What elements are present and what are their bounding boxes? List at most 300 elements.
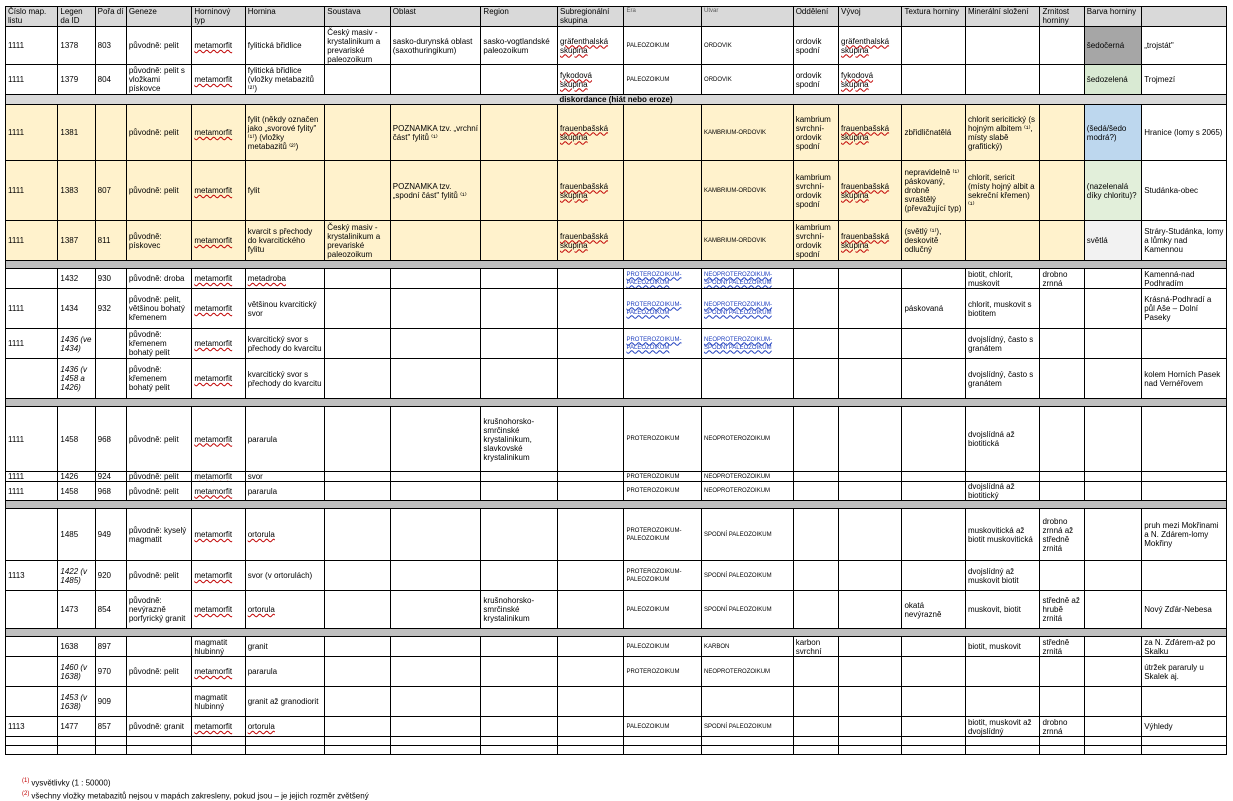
table-cell: 930 bbox=[95, 269, 126, 289]
table-cell bbox=[6, 687, 58, 717]
table-cell bbox=[557, 472, 623, 482]
table-cell bbox=[481, 105, 558, 161]
column-header: Subregionální skupina bbox=[557, 7, 623, 27]
table-cell bbox=[839, 472, 902, 482]
table-cell bbox=[325, 472, 390, 482]
column-header: Oblast bbox=[390, 7, 481, 27]
table-cell: nepravidelně ⁽¹⁾ páskovaný, drobně svraštělý (převažující typ) bbox=[902, 161, 965, 221]
column-header: Éra bbox=[624, 7, 702, 27]
table-cell bbox=[390, 329, 481, 359]
table-cell bbox=[1084, 687, 1141, 717]
table-cell: NEOPROTEROZOIKUM-SPODNÍ PALEOZOIKUM bbox=[702, 289, 794, 329]
table-cell bbox=[390, 561, 481, 591]
table-cell: původně: pelit bbox=[126, 407, 191, 472]
separator-row bbox=[6, 501, 1227, 509]
table-cell: POZNAMKA tzv. „spodní část" fylitů ⁽¹⁾ bbox=[390, 161, 481, 221]
table-cell: Hranice (lomy s 2065) bbox=[1142, 105, 1227, 161]
table-row bbox=[6, 509, 1227, 561]
table-cell bbox=[902, 657, 965, 687]
table-cell bbox=[325, 289, 390, 329]
table-cell: magmatit hlubinný bbox=[192, 687, 245, 717]
separator-row bbox=[6, 629, 1227, 637]
table-cell bbox=[325, 637, 390, 657]
column-header: Minerální složení bbox=[965, 7, 1040, 27]
table-row bbox=[6, 407, 1227, 472]
column-header: Vývoj bbox=[839, 7, 902, 27]
table-cell: původně: nevýrazně porfyrický granit bbox=[126, 591, 191, 629]
table-cell: karbon svrchní bbox=[793, 637, 838, 657]
empty-cell bbox=[126, 737, 191, 746]
table-cell bbox=[793, 359, 838, 399]
table-cell bbox=[902, 637, 965, 657]
empty-cell bbox=[965, 746, 1040, 755]
table-cell: (světlý ⁽¹⁾), deskovitě odlučný bbox=[902, 221, 965, 261]
table-row bbox=[6, 65, 1227, 95]
table-cell bbox=[902, 359, 965, 399]
empty-cell bbox=[390, 746, 481, 755]
table-cell: 1111 bbox=[6, 482, 58, 501]
table-cell bbox=[557, 329, 623, 359]
separator-cell bbox=[6, 261, 1227, 269]
table-cell: metamorfit bbox=[192, 407, 245, 472]
table-cell bbox=[624, 105, 702, 161]
table-cell bbox=[325, 65, 390, 95]
table-cell: 804 bbox=[95, 65, 126, 95]
table-cell: PALEOZOIKUM bbox=[624, 717, 702, 737]
table-cell: PALEOZOIKUM bbox=[624, 27, 702, 65]
table-cell: za N. Zďárem-až po Skalku bbox=[1142, 637, 1227, 657]
table-cell: 1432 bbox=[58, 269, 95, 289]
table-cell: 970 bbox=[95, 657, 126, 687]
table-cell: 1422 (v 1485) bbox=[58, 561, 95, 591]
table-cell bbox=[1040, 482, 1084, 501]
table-cell: dvojslídný, často s granátem bbox=[965, 329, 1040, 359]
empty-cell bbox=[702, 737, 794, 746]
table-cell: fylitická břidlice bbox=[245, 27, 325, 65]
table-cell bbox=[839, 657, 902, 687]
table-cell bbox=[902, 561, 965, 591]
table-row bbox=[6, 105, 1227, 161]
empty-cell bbox=[1084, 737, 1141, 746]
table-cell: pararula bbox=[245, 482, 325, 501]
table-cell: kolem Horních Pasek nad Vernéřovem bbox=[1142, 359, 1227, 399]
table-cell bbox=[1040, 561, 1084, 591]
table-row bbox=[6, 221, 1227, 261]
table-cell bbox=[481, 482, 558, 501]
table-cell bbox=[1040, 407, 1084, 472]
table-cell: 1638 bbox=[58, 637, 95, 657]
table-cell bbox=[557, 561, 623, 591]
table-cell bbox=[557, 717, 623, 737]
table-cell: původně: pelit bbox=[126, 105, 191, 161]
empty-row bbox=[6, 737, 1227, 746]
table-cell: 897 bbox=[95, 637, 126, 657]
table-cell bbox=[390, 591, 481, 629]
table-cell bbox=[902, 329, 965, 359]
table-cell bbox=[839, 482, 902, 501]
empty-row bbox=[6, 746, 1227, 755]
table-cell bbox=[1142, 561, 1227, 591]
table-row bbox=[6, 482, 1227, 501]
table-cell bbox=[839, 561, 902, 591]
table-cell: biotit, muskovit až dvojslídný bbox=[965, 717, 1040, 737]
table-cell: 1383 bbox=[58, 161, 95, 221]
table-cell bbox=[793, 269, 838, 289]
table-cell: 1111 bbox=[6, 221, 58, 261]
table-cell bbox=[1084, 509, 1141, 561]
table-cell bbox=[325, 482, 390, 501]
table-cell: kambrium svrchní-ordovik spodní bbox=[793, 161, 838, 221]
table-cell bbox=[557, 359, 623, 399]
table-cell bbox=[6, 657, 58, 687]
table-row bbox=[6, 591, 1227, 629]
table-cell: metamorfit bbox=[192, 105, 245, 161]
empty-cell bbox=[58, 737, 95, 746]
table-cell bbox=[95, 359, 126, 399]
footnote bbox=[22, 776, 369, 789]
table-cell: Český masiv - krystalinikum a prevariské paleozoikum bbox=[325, 221, 390, 261]
empty-cell bbox=[126, 746, 191, 755]
empty-cell bbox=[624, 746, 702, 755]
table-cell bbox=[965, 657, 1040, 687]
empty-cell bbox=[965, 737, 1040, 746]
table-cell bbox=[1040, 472, 1084, 482]
table-cell bbox=[839, 637, 902, 657]
table-row bbox=[6, 289, 1227, 329]
table-cell bbox=[793, 329, 838, 359]
footnote-text: všechny vložky metabazitů nejsou v mapách zakresleny, pokud jsou – je jejich rozměr zvětšený bbox=[31, 791, 369, 801]
table-cell bbox=[965, 27, 1040, 65]
table-cell bbox=[6, 637, 58, 657]
table-cell: POZNAMKA tzv. „vrchní část" fylitů ⁽¹⁾ bbox=[390, 105, 481, 161]
table-cell: 1111 bbox=[6, 472, 58, 482]
table-cell bbox=[557, 269, 623, 289]
table-cell: NEOPROTEROZOIKUM bbox=[702, 472, 794, 482]
table-cell: metamorfit bbox=[192, 269, 245, 289]
empty-cell bbox=[1142, 746, 1227, 755]
table-cell: PROTEROZOIKUM bbox=[624, 482, 702, 501]
table-cell bbox=[325, 407, 390, 472]
table-cell: zbřidličnatělá bbox=[902, 105, 965, 161]
table-cell: SPODNÍ PALEOZOIKUM bbox=[702, 561, 794, 591]
table-cell: granit až granodiorit bbox=[245, 687, 325, 717]
table-cell: Český masiv - krystalinikum a prevariské paleozoikum bbox=[325, 27, 390, 65]
table-cell: muskovitická až biotit muskovitická bbox=[965, 509, 1040, 561]
table-cell bbox=[390, 717, 481, 737]
table-cell: kambrium svrchní-ordovik spodní bbox=[793, 105, 838, 161]
table-cell: metamorfit bbox=[192, 27, 245, 65]
table-cell bbox=[793, 657, 838, 687]
table-cell: NEOPROTEROZOIKUM-SPODNÍ PALEOZOIKUM bbox=[702, 269, 794, 289]
table-cell bbox=[1040, 359, 1084, 399]
table-cell: 854 bbox=[95, 591, 126, 629]
table-cell: 1111 bbox=[6, 329, 58, 359]
table-cell bbox=[839, 407, 902, 472]
table-cell bbox=[965, 65, 1040, 95]
column-header: Geneze bbox=[126, 7, 191, 27]
empty-cell bbox=[58, 746, 95, 755]
table-cell: 1111 bbox=[6, 65, 58, 95]
table-cell: ortorula bbox=[245, 591, 325, 629]
table-cell bbox=[6, 359, 58, 399]
table-cell bbox=[839, 509, 902, 561]
table-cell bbox=[481, 637, 558, 657]
table-cell bbox=[965, 221, 1040, 261]
table-cell: páskovaná bbox=[902, 289, 965, 329]
table-cell bbox=[325, 561, 390, 591]
table-cell bbox=[6, 269, 58, 289]
table-cell bbox=[902, 717, 965, 737]
table-cell: 1113 bbox=[6, 717, 58, 737]
table-row bbox=[6, 637, 1227, 657]
column-header: Soustava bbox=[325, 7, 390, 27]
table-cell bbox=[1084, 289, 1141, 329]
table-cell: 1381 bbox=[58, 105, 95, 161]
table-cell bbox=[481, 687, 558, 717]
table-cell: metadroba bbox=[245, 269, 325, 289]
column-header: Horninový typ bbox=[192, 7, 245, 27]
table-cell: PALEOZOIKUM bbox=[624, 65, 702, 95]
table-cell bbox=[1142, 482, 1227, 501]
rock-table bbox=[5, 6, 1227, 755]
table-cell: chlorit, sericit (místy hojný albit a sekreční křemen) ⁽¹⁾ bbox=[965, 161, 1040, 221]
table-cell: metamorfit bbox=[192, 509, 245, 561]
table-cell: původně: pelit bbox=[126, 561, 191, 591]
table-cell bbox=[624, 687, 702, 717]
separator-row bbox=[6, 399, 1227, 407]
table-cell bbox=[793, 717, 838, 737]
table-cell: KAMBRIUM-ORDOVIK bbox=[702, 105, 794, 161]
table-cell: PROTEROZOIKUM bbox=[624, 407, 702, 472]
table-cell bbox=[557, 289, 623, 329]
table-cell: KARBON bbox=[702, 637, 794, 657]
table-cell: NEOPROTEROZOIKUM bbox=[702, 407, 794, 472]
table-cell bbox=[624, 359, 702, 399]
table-cell: metamorfit bbox=[192, 329, 245, 359]
table-cell: 1111 bbox=[6, 105, 58, 161]
footnote-text: vysvětlivky (1 : 50000) bbox=[31, 778, 111, 788]
table-cell: SPODNÍ PALEOZOIKUM bbox=[702, 509, 794, 561]
table-cell bbox=[902, 65, 965, 95]
table-cell bbox=[1084, 482, 1141, 501]
table-cell bbox=[793, 509, 838, 561]
table-cell bbox=[1040, 161, 1084, 221]
table-cell bbox=[390, 407, 481, 472]
empty-cell bbox=[557, 746, 623, 755]
table-cell bbox=[839, 289, 902, 329]
empty-cell bbox=[95, 746, 126, 755]
table-cell: metamorfit bbox=[192, 289, 245, 329]
table-cell bbox=[557, 591, 623, 629]
table-cell bbox=[902, 509, 965, 561]
empty-cell bbox=[557, 737, 623, 746]
table-cell bbox=[481, 509, 558, 561]
table-cell: 924 bbox=[95, 472, 126, 482]
column-header: Hornina bbox=[245, 7, 325, 27]
table-cell: 1378 bbox=[58, 27, 95, 65]
table-cell bbox=[325, 359, 390, 399]
table-cell: metamorfit bbox=[192, 161, 245, 221]
table-cell bbox=[95, 329, 126, 359]
table-cell bbox=[624, 161, 702, 221]
table-cell: 1458 bbox=[58, 482, 95, 501]
table-cell: 1460 (v 1638) bbox=[58, 657, 95, 687]
table-cell bbox=[481, 561, 558, 591]
table-cell: 1436 (v 1458 a 1426) bbox=[58, 359, 95, 399]
table-cell bbox=[965, 472, 1040, 482]
table-cell: původně: křemenem bohatý pelit bbox=[126, 359, 191, 399]
empty-cell bbox=[839, 737, 902, 746]
table-cell: PROTEROZOIKUM bbox=[624, 657, 702, 687]
table-cell bbox=[481, 65, 558, 95]
table-cell bbox=[390, 472, 481, 482]
table-cell: Kamenná-nad Podhradím bbox=[1142, 269, 1227, 289]
table-cell: metamorfit bbox=[192, 65, 245, 95]
table-cell: Trojmezí bbox=[1142, 65, 1227, 95]
table-cell bbox=[481, 289, 558, 329]
table-row bbox=[6, 717, 1227, 737]
table-row bbox=[6, 329, 1227, 359]
column-header: Pořa dí bbox=[95, 7, 126, 27]
empty-cell bbox=[325, 737, 390, 746]
table-cell: frauenbašská skupina bbox=[557, 221, 623, 261]
table-cell: chlorit, muskovit s biotitem bbox=[965, 289, 1040, 329]
table-cell: 920 bbox=[95, 561, 126, 591]
table-cell bbox=[839, 359, 902, 399]
table-cell: středně až hrubě zrnitá bbox=[1040, 591, 1084, 629]
table-cell: 949 bbox=[95, 509, 126, 561]
table-cell bbox=[557, 657, 623, 687]
table-cell bbox=[965, 687, 1040, 717]
table-cell: kvarcit s přechody do kvarcitického fylitu bbox=[245, 221, 325, 261]
table-cell bbox=[1084, 637, 1141, 657]
empty-cell bbox=[390, 737, 481, 746]
table-cell: 1477 bbox=[58, 717, 95, 737]
table-cell: pruh mezi Mokřinami a N. Zdárem-lomy Mokřiny bbox=[1142, 509, 1227, 561]
empty-cell bbox=[245, 746, 325, 755]
table-cell: původně: pelit, většinou bohatý křemenem bbox=[126, 289, 191, 329]
column-header: Legen da ID bbox=[58, 7, 95, 27]
empty-cell bbox=[702, 746, 794, 755]
table-cell bbox=[481, 657, 558, 687]
table-cell: 1426 bbox=[58, 472, 95, 482]
table-cell: kambrium svrchní-ordovik spodní bbox=[793, 221, 838, 261]
table-cell bbox=[481, 161, 558, 221]
table-cell bbox=[390, 359, 481, 399]
table-cell: metamorfit bbox=[192, 221, 245, 261]
table-row bbox=[6, 561, 1227, 591]
table-cell bbox=[1084, 717, 1141, 737]
empty-cell bbox=[192, 737, 245, 746]
table-cell bbox=[481, 717, 558, 737]
table-cell: 1379 bbox=[58, 65, 95, 95]
table-cell: pararula bbox=[245, 407, 325, 472]
table-cell: ortorula bbox=[245, 717, 325, 737]
table-cell: 1111 bbox=[6, 161, 58, 221]
table-cell: muskovit, biotit bbox=[965, 591, 1040, 629]
table-cell: původně: pelit bbox=[126, 472, 191, 482]
column-header: Útvar bbox=[702, 7, 794, 27]
table-cell bbox=[702, 359, 794, 399]
table-cell: metamorfit bbox=[192, 591, 245, 629]
table-cell: PROTEROZOIKUM-PALEOZOIKUM bbox=[624, 289, 702, 329]
table-cell: 932 bbox=[95, 289, 126, 329]
column-header: Textura horniny bbox=[902, 7, 965, 27]
table-cell: NEOPROTEROZOIKUM bbox=[702, 482, 794, 501]
empty-cell bbox=[192, 746, 245, 755]
table-cell: biotit, chlorit, muskovit bbox=[965, 269, 1040, 289]
table-cell: původně: pelit s vložkami pískovce bbox=[126, 65, 191, 95]
table-cell bbox=[557, 509, 623, 561]
table-cell bbox=[325, 591, 390, 629]
table-cell bbox=[1084, 407, 1141, 472]
table-cell bbox=[1142, 407, 1227, 472]
table-row bbox=[6, 161, 1227, 221]
table-cell: 857 bbox=[95, 717, 126, 737]
table-cell bbox=[325, 329, 390, 359]
table-cell bbox=[325, 509, 390, 561]
table-cell: 1458 bbox=[58, 407, 95, 472]
table-cell: šedočerná bbox=[1084, 27, 1141, 65]
table-cell: 1111 bbox=[6, 27, 58, 65]
table-cell: útržek pararuly u Skalek aj. bbox=[1142, 657, 1227, 687]
table-cell: 1436 (ve 1434) bbox=[58, 329, 95, 359]
table-cell: PROTEROZOIKUM-PALEOZOIKUM bbox=[624, 269, 702, 289]
table-cell bbox=[793, 482, 838, 501]
empty-cell bbox=[481, 746, 558, 755]
table-cell: původně: droba bbox=[126, 269, 191, 289]
table-cell bbox=[793, 591, 838, 629]
table-cell bbox=[1040, 657, 1084, 687]
separator-cell bbox=[6, 501, 1227, 509]
table-cell bbox=[1040, 105, 1084, 161]
table-cell bbox=[1142, 472, 1227, 482]
column-header: Oddělení bbox=[793, 7, 838, 27]
table-cell bbox=[1142, 687, 1227, 717]
table-cell bbox=[793, 687, 838, 717]
table-cell: Stráry-Studánka, lomy a lůmky nad Kamennou bbox=[1142, 221, 1227, 261]
column-header: Region bbox=[481, 7, 558, 27]
table-cell bbox=[390, 269, 481, 289]
table-cell bbox=[325, 269, 390, 289]
table-cell bbox=[325, 105, 390, 161]
table-cell bbox=[481, 359, 558, 399]
table-cell: frauenbašská skupina bbox=[839, 161, 902, 221]
empty-cell bbox=[325, 746, 390, 755]
table-cell bbox=[95, 105, 126, 161]
table-cell: frauenbašská skupina bbox=[557, 105, 623, 161]
table-row bbox=[6, 657, 1227, 687]
table-cell bbox=[126, 687, 191, 717]
table-cell: 811 bbox=[95, 221, 126, 261]
table-row bbox=[6, 27, 1227, 65]
table-cell: původně: pískovec bbox=[126, 221, 191, 261]
table-row bbox=[6, 472, 1227, 482]
table-cell: SPODNÍ PALEOZOIKUM bbox=[702, 717, 794, 737]
table-cell bbox=[902, 407, 965, 472]
table-cell: PALEOZOIKUM bbox=[624, 591, 702, 629]
column-header: Barva horniny bbox=[1084, 7, 1141, 27]
table-cell bbox=[557, 687, 623, 717]
table-cell: PALEOZOIKUM bbox=[624, 637, 702, 657]
table-cell: drobno zrnná bbox=[1040, 717, 1084, 737]
table-cell bbox=[6, 509, 58, 561]
table-cell bbox=[390, 289, 481, 329]
table-cell: PROTEROZOIKUM-PALEOZOIKUM bbox=[624, 561, 702, 591]
table-cell: ORDOVIK bbox=[702, 65, 794, 95]
table-cell: 807 bbox=[95, 161, 126, 221]
table-cell bbox=[1040, 27, 1084, 65]
